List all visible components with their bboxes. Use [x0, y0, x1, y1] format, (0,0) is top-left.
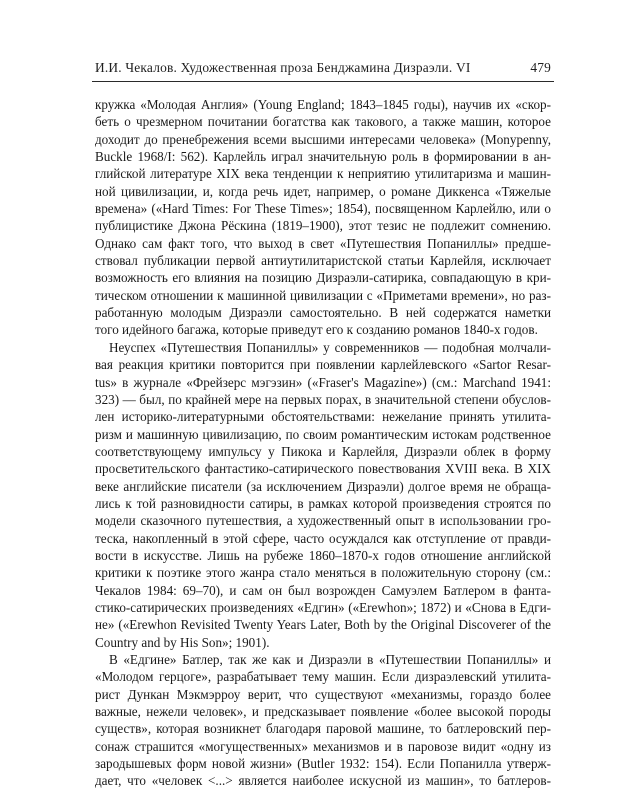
- text-line: вости в искусстве. Лишь на рубеже 1860–1870-х годов отношение английской: [95, 547, 551, 563]
- text-line: Country and by His Son»; 1901).: [95, 634, 270, 650]
- text-line: соответствующему импульсу у Пикока и Карлейля, Дизраэли облек в форму: [95, 443, 551, 459]
- text-line: ной цивилизации, и, когда речь идет, например, о романе Диккенса «Тяжелые: [95, 183, 551, 199]
- text-line: стико-сатирических произведениях «Едгин» («Erewhon»; 1872) и «Снова в Едги-: [95, 599, 551, 615]
- text-line: Buckle 1968/I: 562). Карлейль играл значительную роль в формировании в ан-: [95, 149, 551, 165]
- text-line: беть о чрезмерном почитании богатства как такового, а также машин, которое: [95, 114, 551, 130]
- paragraph-2: [95, 339, 551, 651]
- text-line: существ», которая возникнет благодаря паровой машине, то батлеровский пер-: [95, 721, 551, 737]
- text-line: Однако сам факт того, что выход в свет «Путешествия Попаниллы» предше-: [95, 235, 551, 251]
- text-line: важные, нежели человек», и предсказывает появление «более высокой породы: [95, 704, 551, 720]
- text-line: лись к той разновидности сатиры, в рамках которой произведения строятся по: [95, 495, 551, 511]
- text-line: модели сказочного путешествия, а художественный опыт в использовании гро-: [95, 513, 551, 529]
- text-line: ствовал публикации первой антиутилитаристской статьи Карлейля, исключает: [95, 253, 551, 269]
- text-line: глийской литературе XIX века тенденции к неприятию утилитаризма и машин-: [95, 166, 551, 182]
- header-rule: [92, 81, 554, 82]
- text-line: лен историко-литературными обстоятельствами: нежелание принять утилита-: [95, 409, 551, 425]
- text-line: Чекалов 1984: 69–70), и сам он был возрожден Самуэлем Батлером в фанта-: [95, 582, 551, 598]
- text-line: публицистике Джона Рёскина (1819–1900), этот тезис не подлежит сомнению.: [95, 218, 551, 234]
- text-line: того идейного багажа, которые приведут его к созданию романов 1840-х годов.: [95, 322, 538, 338]
- text-line: вая реакция критики повторится при появлении карлейлевского «Sartor Resar-: [95, 357, 551, 373]
- text-line: кружка «Молодая Англия» (Young England; 1843–1845 годы), научив их «скор-: [95, 97, 551, 112]
- text-line: доходит до пренебрежения всеми высшими интересами человека» (Monypenny,: [95, 131, 551, 147]
- text-line: возможность его влияния на позицию Дизраэли-сатирика, совпадающую в кри-: [95, 270, 551, 286]
- text-line: времена» («Hard Times: For These Times»; 1854), посвященном Карлейлю, или о: [95, 201, 551, 217]
- text-line: тическом отношении к машинной цивилизации с «Приметами времени», но раз-: [95, 287, 551, 303]
- text-line: В «Едгине» Батлер, так же как и Дизраэли в «Путешествии Попаниллы» и: [109, 652, 551, 667]
- text-line: tus» в журнале «Фрейзерс мэгэзин» («Fraser's Magazine») (см.: Marchand 1941:: [95, 374, 551, 390]
- running-title: И.И. Чекалов. Художественная проза Бенджамина Дизраэли. VI: [95, 60, 471, 75]
- text-line: рист Дункан Мэкмэрроу верит, что существуют «механизмы, гораздо более: [95, 686, 551, 702]
- text-line: работанную молодым Дизраэли самостоятельно. В ней содержатся наметки: [95, 305, 551, 321]
- text-line: 323) — был, по крайней мере на первых порах, в значительной степени обуслов-: [95, 391, 551, 407]
- text-line: теска, накопленный в этой сфере, часто осуждался как отступление от правди-: [95, 530, 551, 546]
- text-line: критики к поэтике этого жанра стало меняться в положительную сторону (см.:: [95, 565, 551, 581]
- paragraph-3: [95, 651, 551, 790]
- body-text: [95, 96, 551, 790]
- text-line: зародышевых форм новой жизни» (Butler 1932: 154). Если Попанилла утверж-: [95, 756, 551, 772]
- text-line: веке английские писатели (за исключением Дизраэли) долгое время не обраща-: [95, 478, 551, 494]
- text-line: не» («Erewhon Revisited Twenty Years Later, Both by the Original Discoverer of the: [95, 617, 551, 633]
- text-line: Неуспех «Путешествия Попаниллы» у современников — подобная молчали-: [109, 339, 551, 355]
- text-line: просветительского фантастико-сатирического повествования XVIII века. В XIX: [95, 461, 551, 477]
- text-line: дает, что «человек <...> является наиболее искусной из машин», то батлеров-: [95, 773, 551, 789]
- text-line: «Молодом герцоге», разрабатывает тему машин. Если дизраэлевский утилита-: [95, 669, 551, 685]
- page-number: 479: [530, 60, 551, 75]
- text-line: ризм и машинную цивилизацию, по своим романтическим истокам родственное: [95, 426, 551, 442]
- paragraph-1: [95, 96, 551, 339]
- text-line: сонаж страшится «могущественных» механизмов и в паровозе видит «одну из: [95, 738, 551, 754]
- running-header: [95, 60, 551, 76]
